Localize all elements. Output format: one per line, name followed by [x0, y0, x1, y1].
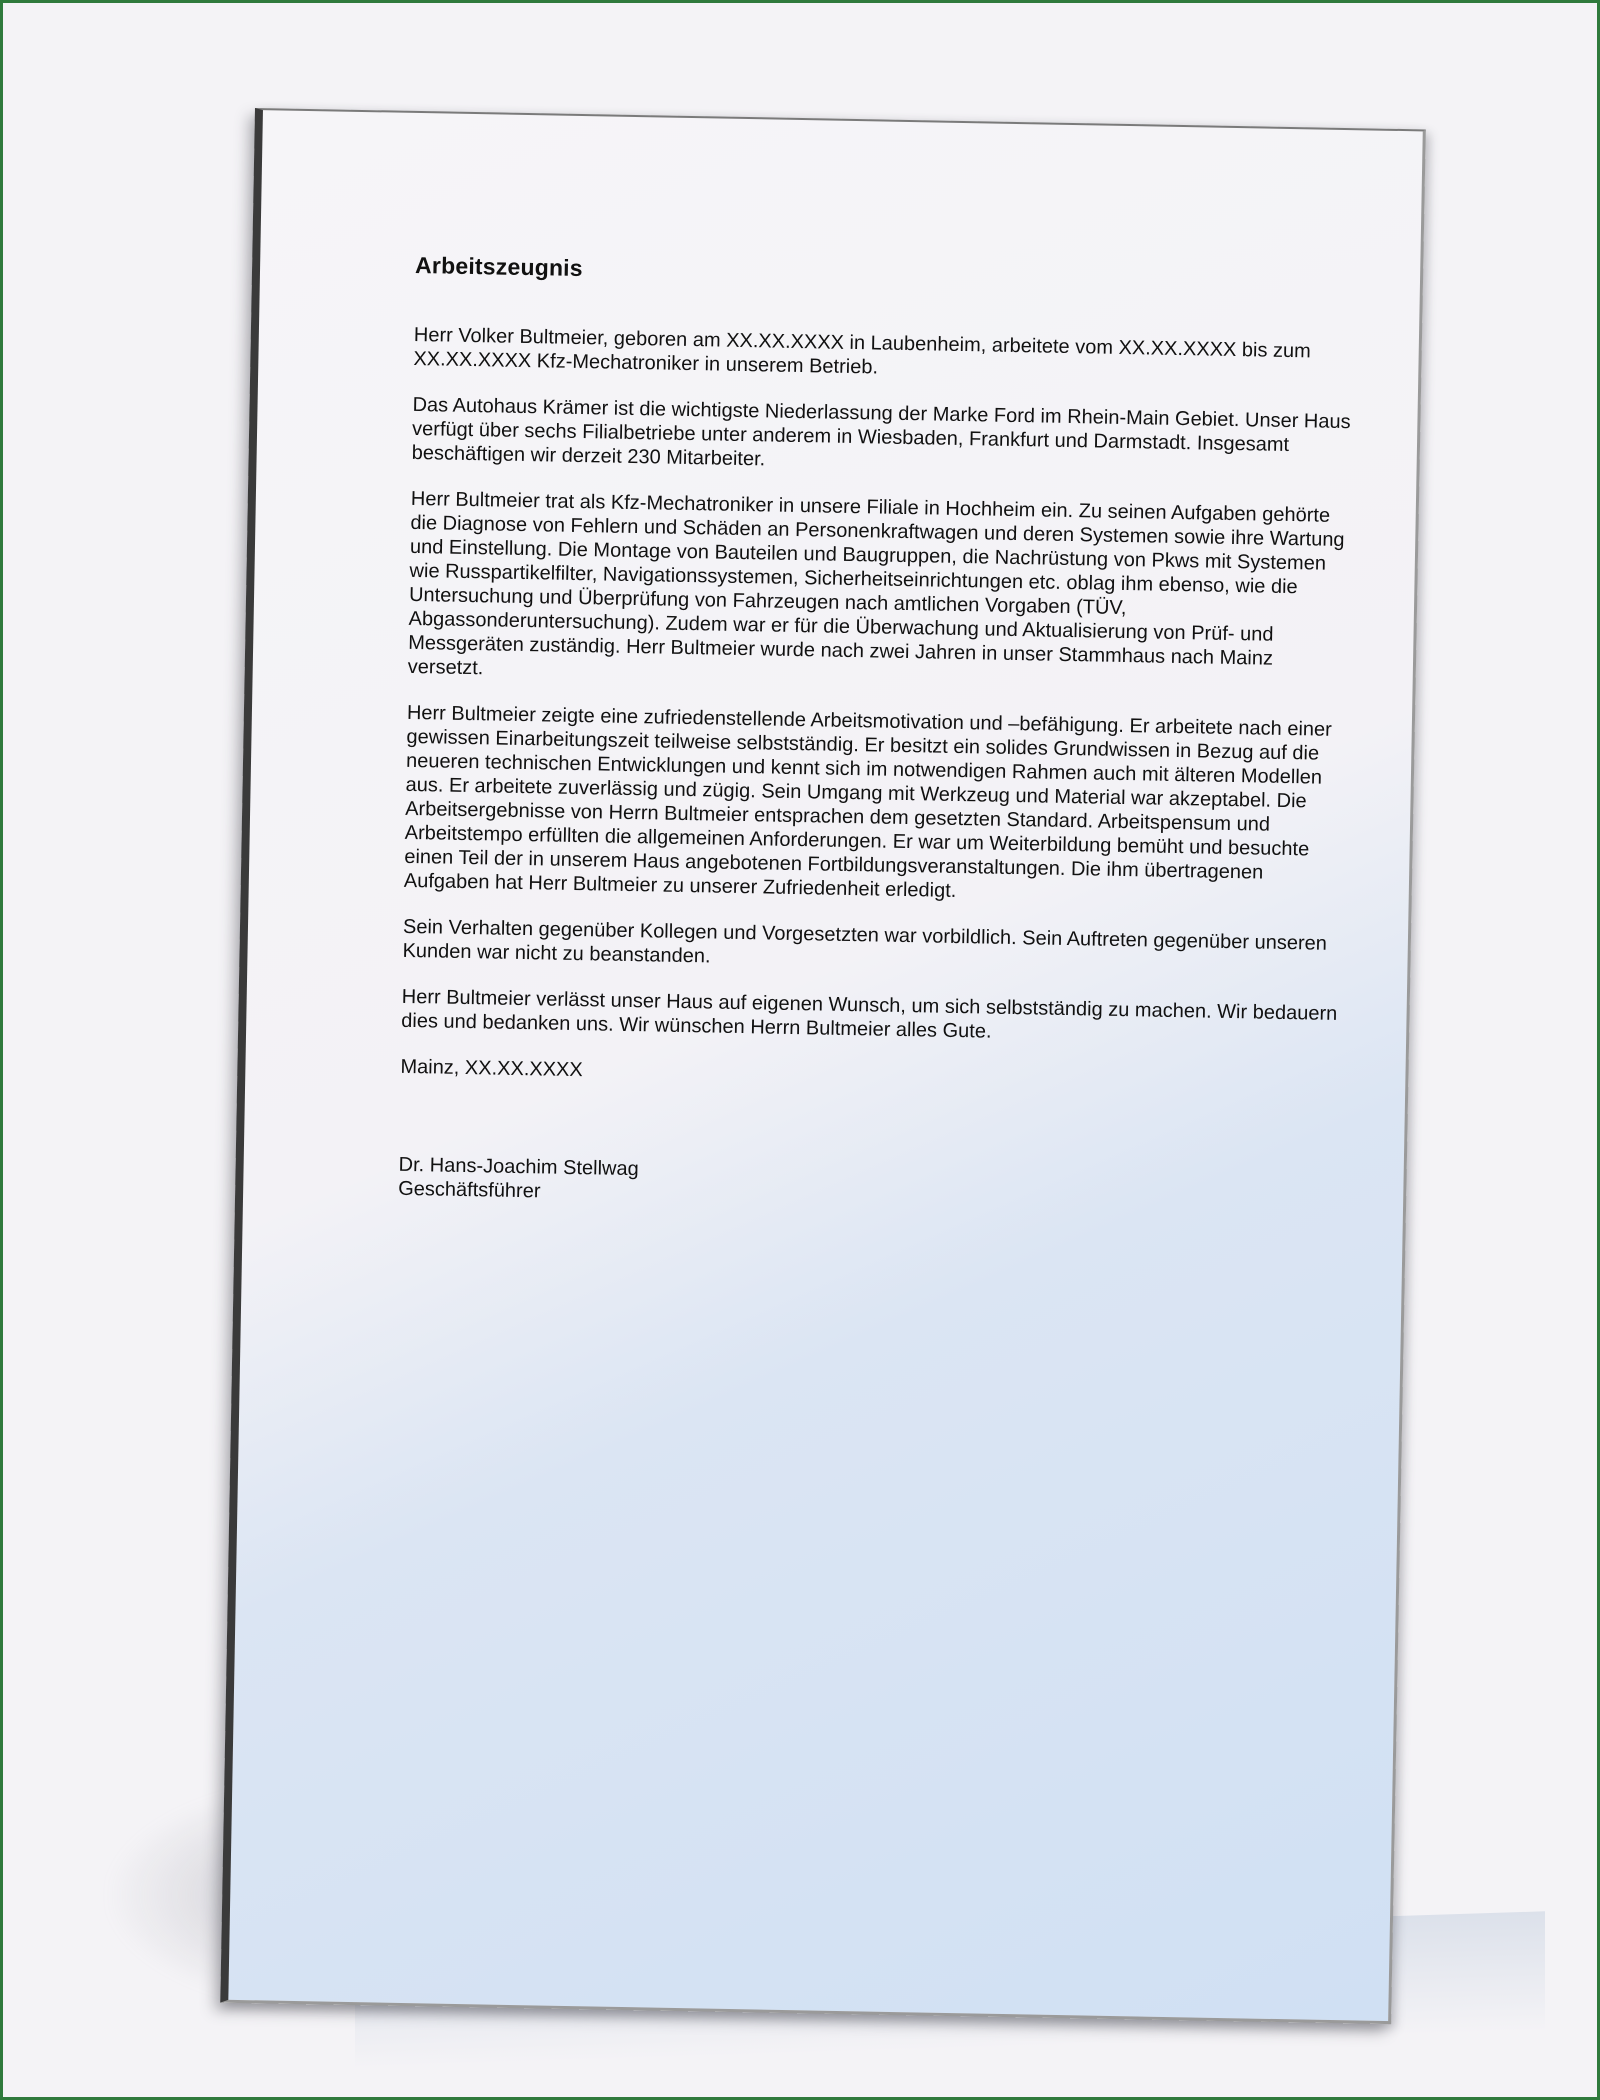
place-date: Mainz, XX.XX.XXXX: [400, 1055, 583, 1082]
paragraph-duties: Herr Bultmeier trat als Kfz-Mechatroniker in unsere Filiale in Hochheim ein. Zu seinen Aufgaben gehörte die Diagnose von Fehlern und Schäden an Personenkraftwagen und deren Systemen sowie ihre Wartung und Einstellung. Die Montage von Bauteilen und Baugruppen, die Nachrüstung von Pkws mit Systemen wie Russpartikelfilter, Navigationssystemen, Sicherheitseinrichtungen etc. oblag ihm ebenso, wie die Untersuchung und Überprüfung von Fahrzeugen nach amtlichen Vorgaben (TÜV, Abgassonderuntersuchung). Zudem war er für die Überwachung und Aktualisierung von Prüf- und Messgeräten zuständig. Herr Bultmeier wurde nach zwei Jahren in unser Stammhaus nach Mainz versetzt.: [407, 487, 1345, 680]
paragraph-performance: Herr Bultmeier zeigte eine zufriedenstellende Arbeitsmotivation und –befähigung. Er arbeitete nach einer gewissen Einarbeitungszeit teilweise selbstständig. Er besitzt ein solides Grundwissen in Bezug auf die neueren technischen Entwicklungen und kennt sich im notwendigen Rahmen auch mit älteren Modellen aus. Er arbeitete zuverlässig und zügig. Sein Umgang mit Werkzeug und Material war akzeptabel. Die Arbeitsergebnisse von Herrn Bultmeier entsprachen dem gesetzten Standard. Arbeitspensum und Arbeitstempo erfüllten die allgemeinen Anforderungen. Er war um Weiterbildung bemüht und besuchte einen Teil der in unserem Haus angebotenen Fortbildungsveranstaltungen. Die ihm übertragenen Aufgaben hat Herr Bultmeier zu unserer Zufriedenheit erledigt.: [403, 701, 1332, 902]
paragraph-farewell: Herr Bultmeier verlässt unser Haus auf eigenen Wunsch, um sich selbstständig zu machen. Wir bedauern dies und bedanken uns. Wir wünschen Herrn Bultmeier alles Gute.: [401, 985, 1338, 1043]
document-body: [398, 253, 1355, 1218]
signature-name: Dr. Hans-Joachim Stellwag: [398, 1153, 639, 1181]
paragraph-company: Das Autohaus Krämer ist die wichtigste Niederlassung der Marke Ford im Rhein-Main Gebiet. Unser Haus verfügt über sechs Filialbetriebe unter anderem in Wiesbaden, Frankfurt und Darmstadt. Insgesamt beschäftigen wir derzeit 230 Mitarbeiter.: [411, 393, 1351, 471]
document-title: Arbeitszeugnis: [414, 251, 584, 282]
paragraph-employment: Herr Volker Bultmeier, geboren am XX.XX.XXXX in Laubenheim, arbeitete vom XX.XX.XXXX bis zum XX.XX.XXXX Kfz-Mechatroniker in unserem Betrieb.: [413, 323, 1312, 379]
document-page: [220, 108, 1426, 2024]
document-preview: [221, 108, 1555, 2002]
signature-role: Geschäftsführer: [398, 1177, 541, 1203]
paragraph-conduct: Sein Verhalten gegenüber Kollegen und Vorgesetzten war vorbildlich. Sein Auftreten gegenüber unseren Kunden war nicht zu beanstanden.: [402, 915, 1328, 968]
